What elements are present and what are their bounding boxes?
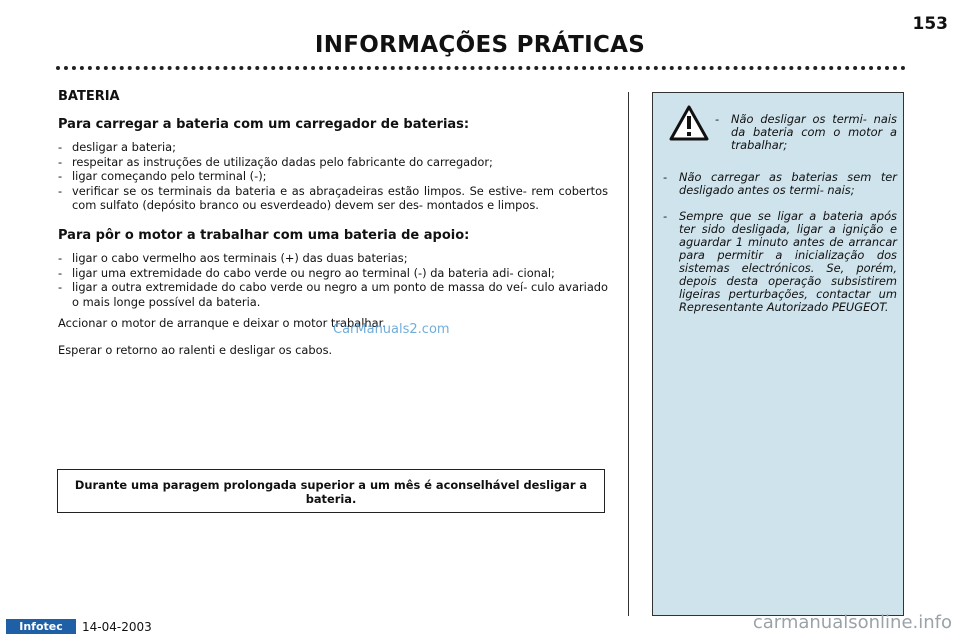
warning-text: Não carregar as baterias sem ter desligado antes os termi- nais; [679,170,897,197]
warning-triangle-icon [669,105,709,141]
start-paragraph: Accionar o motor de arranque e deixar o motor trabalhar. [58,316,386,330]
jump-start-heading: Para pôr o motor a trabalhar com uma bateria de apoio: [58,227,470,243]
warning-panel [652,92,904,616]
list-item: - verificar se os terminais da bateria e as abraçadeiras estão limpos. Se estive- rem cobertos com sulfato (depósito branco ou esverdeado) devem ser des- montados e limpos. [58,184,608,213]
footer-date: 14-04-2003 [82,620,152,634]
list-item: - ligar a outra extremidade do cabo verde ou negro a um ponto de massa do veí- culo avariado o mais longe possível da bateria. [58,280,608,309]
infotec-logo: Infotec [6,619,76,634]
footer-site: carmanualsonline.info [752,612,952,633]
warning-first-item: - Não desligar os termi- nais da bateria com o motor a trabalhar; [715,112,897,152]
list-item: - ligar o cabo vermelho aos terminais (+) das duas baterias; [58,251,608,266]
main-content [58,90,608,357]
page-number: 153 [912,14,948,34]
note-box: Durante uma paragem prolongada superior a um mês é aconselhável desligar a bateria. [57,469,605,513]
list-item: - Sempre que se ligar a bateria após ter sido desligada, ligar a ignição e aguardar 1 minuto antes de arrancar para permitir a inicialização dos sistemas electrónicos. Se, porém, depois desta operação subsistirem ligeiras perturbações, contactar um Representante Autorizado PEUGEOT. [663,209,897,314]
wait-paragraph: Esperar o retorno ao ralenti e desligar os cabos. [58,342,333,357]
list-item: - ligar começando pelo terminal (-); [58,169,608,184]
list-item: - ligar uma extremidade do cabo verde ou negro ao terminal (-) da bateria adi- cional; [58,266,608,281]
list-item: - respeitar as instruções de utilização dadas pelo fabricante do carregador; [58,155,608,170]
charge-steps-list [58,140,608,213]
warning-list [663,171,897,327]
watermark: CarManuals2.com [333,322,450,337]
section-title: BATERIA [58,89,120,104]
page-title: INFORMAÇÕES PRÁTICAS [314,32,646,58]
jump-steps-list [58,251,608,309]
charge-heading: Para carregar a bateria com um carregador de baterias: [58,116,470,132]
warning-text: Não desligar os termi- nais da bateria com o motor a trabalhar; [731,112,897,152]
column-divider [628,92,629,616]
warning-text: Sempre que se ligar a bateria após ter sido desligada, ligar a ignição e aguardar 1 minuto antes de arrancar para permitir a inicialização dos sistemas electrónicos. Se, porém, depois desta operação subsistirem ligeiras perturbações, contactar um Representante Autorizado PEUGEOT. [679,209,897,314]
list-item: - desligar a bateria; [58,140,608,155]
list-item: - Não carregar as baterias sem ter desligado antes os termi- nais; [663,170,897,197]
dotted-divider [56,66,906,70]
